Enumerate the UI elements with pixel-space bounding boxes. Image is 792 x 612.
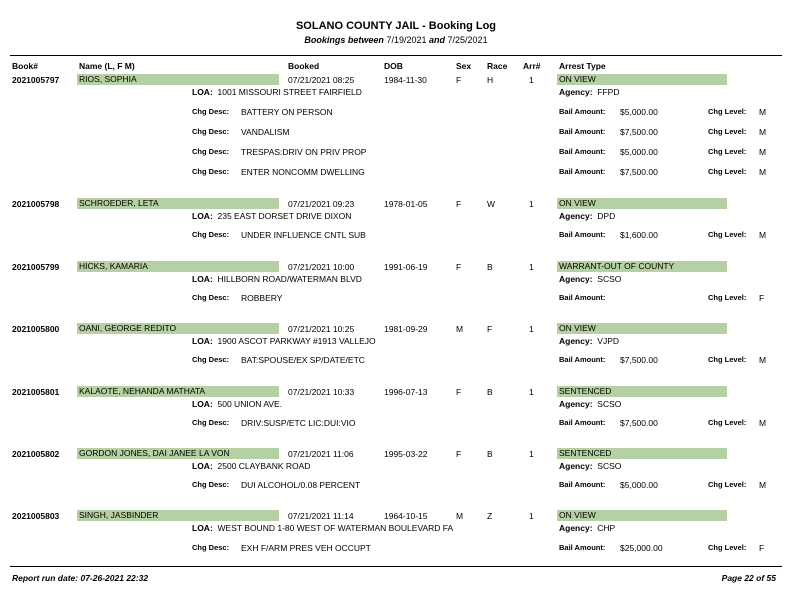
chg-level-label: Chg Level: [708, 418, 747, 427]
footer-rule [10, 566, 782, 567]
col-header-arr: Arr# [523, 61, 541, 71]
chg-desc-value: EXH F/ARM PRES VEH OCCUPT [241, 543, 371, 553]
loa-label: LOA: [192, 87, 213, 97]
chg-level-value: M [759, 107, 767, 117]
chg-level-value: M [759, 230, 767, 240]
agency-value: CHP [597, 523, 616, 533]
race: B [487, 387, 493, 397]
bail-amount-value: $5,000.00 [620, 480, 658, 490]
race: H [487, 75, 494, 85]
loa-label: LOA: [192, 336, 213, 346]
col-header-book: Book# [12, 61, 38, 71]
sex: F [456, 199, 462, 209]
booked-datetime: 07/21/2021 10:25 [288, 324, 355, 334]
bail-amount-label: Bail Amount: [559, 230, 606, 239]
col-header-sex: Sex [456, 61, 472, 71]
location-of-arrest [192, 87, 362, 97]
race: B [487, 449, 493, 459]
page-number: Page 22 of 55 [721, 573, 776, 583]
chg-level-label: Chg Level: [708, 543, 747, 552]
book-number: 2021005798 [12, 199, 60, 209]
header-top-rule [10, 55, 782, 56]
agency-value: SCSO [597, 461, 622, 471]
sex: F [456, 75, 462, 85]
bail-amount-label: Bail Amount: [559, 127, 606, 136]
booked-datetime: 07/21/2021 08:25 [288, 75, 355, 85]
chg-desc-label: Chg Desc: [192, 230, 230, 239]
chg-level-value: M [759, 418, 767, 428]
inmate-name: RIOS, SOPHIA [77, 74, 279, 85]
loa-value: WEST BOUND 1-80 WEST OF WATERMAN BOULEVARD FA [217, 523, 454, 533]
chg-desc-label: Chg Desc: [192, 543, 230, 552]
loa-label: LOA: [192, 274, 213, 284]
chg-level-value: F [759, 293, 765, 303]
agency-label: Agency: [559, 336, 593, 346]
subtitle-prefix: Bookings between [304, 35, 384, 45]
chg-desc-value: ROBBERY [241, 293, 283, 303]
dob: 1964-10-15 [384, 511, 428, 521]
booked-datetime: 07/21/2021 11:06 [288, 449, 354, 459]
book-number: 2021005802 [12, 449, 60, 459]
book-number: 2021005797 [12, 75, 60, 85]
inmate-name: HICKS, KAMARIA [77, 261, 279, 272]
agency-value: DPD [597, 211, 616, 221]
sex: F [456, 262, 462, 272]
chg-level-label: Chg Level: [708, 230, 747, 239]
bail-amount-value: $5,000.00 [620, 107, 658, 117]
arrest-count: 1 [529, 75, 534, 85]
sex: M [456, 511, 464, 521]
agency [559, 336, 619, 346]
book-number: 2021005803 [12, 511, 60, 521]
chg-level-label: Chg Level: [708, 480, 747, 489]
race: B [487, 262, 493, 272]
agency [559, 523, 615, 533]
arrest-count: 1 [529, 199, 534, 209]
chg-level-value: M [759, 147, 767, 157]
loa-label: LOA: [192, 211, 213, 221]
bail-amount-label: Bail Amount: [559, 355, 606, 364]
report-run-date: Report run date: 07-26-2021 22:32 [12, 573, 149, 583]
date-from: 7/19/2021 [386, 35, 427, 45]
book-number: 2021005800 [12, 324, 60, 334]
location-of-arrest [192, 399, 282, 409]
booked-datetime: 07/21/2021 11:14 [288, 511, 354, 521]
loa-label: LOA: [192, 523, 213, 533]
loa-value: 500 UNION AVE. [217, 399, 283, 409]
chg-level-label: Chg Level: [708, 293, 747, 302]
bail-amount-label: Bail Amount: [559, 480, 606, 489]
arrest-type: SENTENCED [557, 386, 727, 397]
col-header-name: Name (L, F M) [79, 61, 135, 71]
sex: F [456, 449, 462, 459]
agency-label: Agency: [559, 523, 593, 533]
chg-desc-label: Chg Desc: [192, 147, 230, 156]
bail-amount-value: $7,500.00 [620, 127, 658, 137]
bail-amount-label: Bail Amount: [559, 418, 606, 427]
arrest-count: 1 [529, 387, 534, 397]
race: W [487, 199, 496, 209]
arrest-type: WARRANT-OUT OF COUNTY [557, 261, 727, 272]
sex: F [456, 387, 462, 397]
bail-amount-label: Bail Amount: [559, 147, 606, 156]
chg-desc-label: Chg Desc: [192, 480, 230, 489]
inmate-name: GORDON JONES, DAI JANEE LA VON [77, 448, 279, 459]
dob: 1996-07-13 [384, 387, 428, 397]
chg-level-label: Chg Level: [708, 127, 747, 136]
report-title: SOLANO COUNTY JAIL - Booking Log [295, 20, 497, 32]
chg-level-label: Chg Level: [708, 355, 747, 364]
col-header-race: Race [487, 61, 508, 71]
agency [559, 399, 621, 409]
col-header-dob: DOB [384, 61, 403, 71]
arrest-count: 1 [529, 449, 534, 459]
agency-label: Agency: [559, 461, 593, 471]
book-number: 2021005801 [12, 387, 60, 397]
bail-amount-value: $7,500.00 [620, 355, 658, 365]
loa-value: 1900 ASCOT PARKWAY #1913 VALLEJO [217, 336, 376, 346]
agency-label: Agency: [559, 211, 593, 221]
date-to: 7/25/2021 [447, 35, 488, 45]
chg-level-label: Chg Level: [708, 167, 747, 176]
dob: 1978-01-05 [384, 199, 428, 209]
agency-label: Agency: [559, 87, 593, 97]
location-of-arrest [192, 461, 310, 471]
arrest-count: 1 [529, 511, 534, 521]
inmate-name: SCHROEDER, LETA [77, 198, 279, 209]
chg-desc-label: Chg Desc: [192, 418, 230, 427]
chg-desc-value: DUI ALCOHOL/0.08 PERCENT [241, 480, 361, 490]
chg-desc-value: TRESPAS:DRIV ON PRIV PROP [241, 147, 367, 157]
location-of-arrest [192, 211, 351, 221]
chg-level-value: F [759, 543, 765, 553]
agency-value: SCSO [597, 399, 622, 409]
chg-desc-value: BATTERY ON PERSON [241, 107, 333, 117]
agency-value: FFPD [597, 87, 620, 97]
bail-amount-value: $7,500.00 [620, 418, 658, 428]
dob: 1995-03-22 [384, 449, 428, 459]
arrest-type: ON VIEW [557, 510, 727, 521]
booked-datetime: 07/21/2021 09:23 [288, 199, 355, 209]
bail-amount-label: Bail Amount: [559, 107, 606, 116]
bail-amount-label: Bail Amount: [559, 293, 606, 302]
loa-value: 2500 CLAYBANK ROAD [217, 461, 311, 471]
agency [559, 211, 615, 221]
bail-amount-value: $25,000.00 [620, 543, 663, 553]
loa-value: 1001 MISSOURI STREET FAIRFIELD [217, 87, 362, 97]
location-of-arrest [192, 523, 453, 533]
loa-label: LOA: [192, 461, 213, 471]
chg-level-value: M [759, 127, 767, 137]
chg-level-value: M [759, 355, 767, 365]
chg-level-label: Chg Level: [708, 147, 747, 156]
chg-desc-value: DRIV:SUSP/ETC LIC:DUI:VIO [241, 418, 356, 428]
arrest-type: ON VIEW [557, 323, 727, 334]
chg-desc-label: Chg Desc: [192, 167, 230, 176]
col-header-booked: Booked [288, 61, 320, 71]
subtitle-and: and [429, 35, 446, 45]
chg-desc-value: UNDER INFLUENCE CNTL SUB [241, 230, 366, 240]
booked-datetime: 07/21/2021 10:00 [288, 262, 355, 272]
race: F [487, 324, 493, 334]
chg-desc-label: Chg Desc: [192, 293, 230, 302]
col-header-arrest-type: Arrest Type [559, 61, 606, 71]
inmate-name: KALAOTE, NEHANDA MATHATA [77, 386, 279, 397]
agency-value: SCSO [597, 274, 622, 284]
chg-desc-value: VANDALISM [241, 127, 290, 137]
booked-datetime: 07/21/2021 10:33 [288, 387, 355, 397]
chg-desc-value: BAT:SPOUSE/EX SP/DATE/ETC [241, 355, 365, 365]
bail-amount-value: $1,600.00 [620, 230, 658, 240]
bail-amount-value: $5,000.00 [620, 147, 658, 157]
report-subtitle [0, 35, 792, 45]
chg-level-value: M [759, 167, 767, 177]
arrest-type: ON VIEW [557, 74, 727, 85]
arrest-count: 1 [529, 262, 534, 272]
chg-desc-label: Chg Desc: [192, 355, 230, 364]
inmate-name: OANI, GEORGE REDITO [77, 323, 279, 334]
loa-label: LOA: [192, 399, 213, 409]
agency-label: Agency: [559, 399, 593, 409]
dob: 1991-06-19 [384, 262, 428, 272]
location-of-arrest [192, 274, 362, 284]
location-of-arrest [192, 336, 376, 346]
agency [559, 461, 621, 471]
chg-desc-label: Chg Desc: [192, 107, 230, 116]
dob: 1984-11-30 [384, 75, 427, 85]
loa-value: 235 EAST DORSET DRIVE DIXON [217, 211, 352, 221]
bail-amount-value: $7,500.00 [620, 167, 658, 177]
chg-level-label: Chg Level: [708, 107, 747, 116]
bail-amount-label: Bail Amount: [559, 167, 606, 176]
race: Z [487, 511, 493, 521]
chg-desc-value: ENTER NONCOMM DWELLING [241, 167, 365, 177]
agency [559, 87, 619, 97]
arrest-type: ON VIEW [557, 198, 727, 209]
arrest-count: 1 [529, 324, 534, 334]
agency-value: VJPD [597, 336, 620, 346]
agency [559, 274, 621, 284]
inmate-name: SINGH, JASBINDER [77, 510, 279, 521]
arrest-type: SENTENCED [557, 448, 727, 459]
dob: 1981-09-29 [384, 324, 428, 334]
loa-value: HILLBORN ROAD/WATERMAN BLVD [217, 274, 362, 284]
sex: M [456, 324, 464, 334]
chg-desc-label: Chg Desc: [192, 127, 230, 136]
chg-level-value: M [759, 480, 767, 490]
agency-label: Agency: [559, 274, 593, 284]
bail-amount-label: Bail Amount: [559, 543, 606, 552]
book-number: 2021005799 [12, 262, 60, 272]
